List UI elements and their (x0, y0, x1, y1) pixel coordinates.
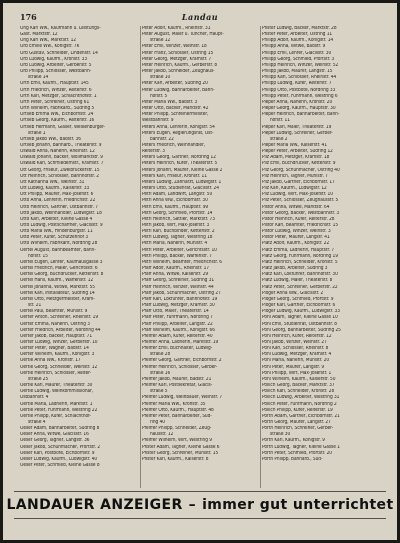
directory-entry: Petri Adam, Landwirt, Langstr. 50 (142, 192, 213, 198)
directory-entry: Pilz Georg, Schuhmacher, Ostring 40 (262, 167, 340, 173)
directory-entry: Pfeiffer Maria Ww., Kronstr. 35 (142, 401, 206, 407)
directory-entry: Ott Georg, Friseur, Zweibrückerstr. 15 (20, 167, 100, 173)
directory-column-3 (262, 26, 382, 492)
directory-entry: Oswald Karl, Schmiedemstr., Kramstr. 7 (20, 161, 104, 167)
directory-entry: Peter Jakob, Schneider, Zeughaus- (142, 69, 215, 75)
directory-entry: Pohl Ludwig, Metzger, Kramstr. 4 (262, 352, 332, 358)
directory-entry: Petri Philipp, Bäcker, Waffenstr. 7 (142, 253, 212, 259)
directory-entry: Petri Heinrich, Sattler, Marktstr. 73 (142, 216, 215, 222)
directory-entry: Pfaff Philipp, Arbeiter, Langstr. 22 (142, 321, 213, 327)
directory-entry: Pfeiffer Karl, Postsekretär, Glacis- (142, 383, 213, 389)
directory-entry: Pfeiffer Anna, Ladnerin, Marktstr. 19 (142, 339, 219, 345)
directory-entry: Orb Gustav, Schneider, Lindenstr. 14 (20, 50, 98, 56)
directory-entry: ring 40 (150, 420, 165, 425)
directory-entry: Pfister Adam, Tagner, Kleine Gasse 6 (142, 444, 220, 450)
ad-dash: – (188, 497, 197, 513)
directory-entry: Philipp Ludwig, Küfer, Reiterstr. 7 (262, 81, 332, 87)
directory-entry: Pfeiffer Peter, Bahnarbeiter, Süd- (142, 413, 212, 419)
directory-entry: straße 2 (270, 136, 288, 142)
directory-entry: Porth Heinrich, Schreiner, Gerber- (262, 426, 334, 432)
directory-entry: Philipp Karl, Schlosser, Rheinstr. 44 (262, 75, 337, 81)
directory-entry: Pfister Georg, Schreiner, Mühlstr. 15 (142, 450, 219, 456)
directory-entry: Oeser Adam, Bahnarbeiter, Südring 8 (20, 426, 100, 432)
directory-entry: Pistor Anna, Witwe, Marktstr. 64 (262, 204, 330, 210)
directory-entry: Pfeiffer Ludwig, Weinbauer, Weinstr. 7 (142, 395, 223, 401)
directory-entry: Oertle Georg, Schneider, Weinstr. 12 (20, 364, 98, 370)
directory-entry: Gast. Marktstr. 12 (20, 32, 58, 38)
directory-entry: Pieper Georg, Kaufm., Hauptstr. 30 (262, 106, 336, 112)
directory-entry: Pilz Adam, Metzger, Kramstr. 18 (262, 155, 330, 161)
directory-entry: Porth Georg, Maurer, Langstr. 27 (262, 420, 331, 425)
directory-entry: Pfaff Wilhelm, Kaufm., Königstr. 66 (142, 327, 215, 333)
directory-entry: Peters Anna, Lehrerin, Königstr. 54 (142, 124, 215, 130)
directory-entry: Pfeiffer Wilhelm, Wirt, Westring 9 (142, 438, 212, 444)
directory-entry: Pfaff Peter, Fuhrmann, Nordring 7 (142, 315, 213, 321)
directory-entry: Porth Philipp, Bahnarb., Süd- (262, 456, 323, 462)
directory-entry: Oertel Hans, Kaufm., Waffenstr. 12 (20, 278, 94, 284)
directory-entry: Oswald Johann, Bäcker, Wollmarktstr. 9 (20, 155, 103, 161)
directory-entry: Oertle Heinrich, Schlosser, Reiter- (20, 370, 92, 376)
directory-entry: Pfaff Jakob, Schuhmacher, Ostring 27 (142, 290, 221, 296)
directory-entry: Oeser Anna, Witwe, Glacisstr. 16 (20, 432, 89, 438)
directory-entry: Petri Maria, Näherin, Mühlstr. 4 (142, 241, 208, 247)
directory-entry: Peter Adolf, Kaufm., Rheinstr. 31 (142, 26, 211, 31)
directory-entry: Peters Heinrich, Küfer, Theaterstr. 5 (142, 161, 218, 167)
directory-entry: Pollich Georg, Bäcker, Marktstr. 37 (262, 383, 335, 389)
directory-entry: Ortlieb Jakob Ww., Badstr. 36 (20, 136, 81, 142)
directory-entry: Pilz Jakob, Gärtner, Eichbornstr. 17 (262, 179, 335, 185)
directory-entry: Otto Anna, Lehrerin, Friedrichstr. 22 (20, 198, 96, 204)
directory-entry: Oertle Peter, Fuhrmann, Westring 22 (20, 407, 98, 413)
directory-entry: Oerter Emma, Näherin, Ostring 3 (20, 321, 90, 327)
directory-entry: Orth Emil, Kaufm., Hauptstr. 145 (20, 81, 89, 87)
directory-entry: Porth Karl, Kaufm., Königstr. 9 (262, 438, 325, 444)
directory-entry: Oertel August, Bahnbeamter, Bahn- (20, 247, 96, 253)
directory-entry: Petri Jakob, Wirt, Max-Josefstr. 3 (142, 223, 210, 228)
directory-entry: Otto Heinrich, Gärtner, Ostbahnstr. 7 (20, 204, 98, 210)
directory-entry: Porth Adam, Gärtner, Eichbornstr. 21 (262, 413, 340, 419)
directory-entry: Pilz Peter, Schlosser, Zeughausstr. 5 (262, 198, 339, 204)
directory-entry: Pfeiffer Otto, Kaufm., Hauptstr. 48 (142, 407, 214, 413)
directory-entry: straße 14 (28, 75, 49, 81)
directory-entry: Oertel Georg, Buchdrucker, Kettenstr. 8 (20, 272, 104, 278)
directory-entry: Pfaff Heinrich, Winzer, Weinstr. 44 (142, 284, 214, 290)
directory-column-1 (20, 26, 140, 492)
directory-entry: Pfeiffer Emil, Buchhalter, Ludwig- (142, 346, 213, 352)
directory-entry: Platz Karl, Lokführer, Bahnhofstr. 30 (262, 272, 338, 278)
directory-entry: Pollich Peter, Fuhrmann, Nordring 2 (262, 401, 337, 407)
directory-entry: Peter Philipp, Schreinermeister, (142, 112, 209, 118)
directory-entry: Plöger Anna Ww., Glacisstr. 2 (262, 290, 324, 296)
directory-entry: Pistor Ludwig, Winzer, Weinstr. 3 (262, 229, 331, 235)
directory-entry: Philipp Emil, Lehrer, Glacisstr. 30 (262, 50, 332, 56)
directory-entry: Pistor Georg, Bäcker, Westbahnstr. 3 (262, 210, 340, 216)
directory-entry: Oerter Friedrich, Arbeiter, Nordring 44 (20, 327, 101, 333)
directory-entry: hofstr. 11 (270, 118, 290, 124)
directory-entry: Platz Peter, Schreiner, Gerberstr. 22 (262, 284, 338, 290)
directory-entry: Pistor Karl, Beamter, Friedrichstr. 15 (262, 223, 339, 228)
directory-entry: Oerter Anton, Schreiner, Rheinstr. 19 (20, 315, 99, 321)
directory-entry: Otto Wilhelm, Fabrikant, Nordring 28 (20, 241, 98, 247)
directory-entry: Ong Karl Ww., Marktstr. 12 (20, 38, 76, 44)
directory-entry: Ong Karl Ww., Kaufmann u. Leistungs- (20, 26, 101, 31)
directory-entry: Pfaff Karl, Lokführer, Bahnhofstr. 19 (142, 296, 218, 302)
directory-entry: Pohl Georg, Bahnarbeiter, Südring 25 (262, 327, 341, 333)
directory-entry: Pohl Maria, Näherin, Mühlstr. 20 (262, 358, 330, 364)
directory-entry: straße 5 (150, 389, 168, 395)
directory-entry: Westbahnstr. 9 (142, 118, 174, 124)
directory-entry: Pfaff Otto, Maler, Theaterstr. 14 (142, 309, 209, 315)
directory-entry: Oeser Karl, Postbote, Eichbornstr. 9 (20, 450, 95, 456)
directory-entry: Orb Ludwig, Kaufm., Kronstr. 33 (20, 56, 88, 62)
directory-entry: Pohl Jakob, Winzer, Weinstr. 27 (262, 339, 327, 345)
directory-entry: Peter Emil, Winzer, Weinstr. 18 (142, 44, 207, 50)
ad-slogan: immer gut unterrichtet (202, 497, 394, 513)
directory-entry: Oeser Peter, Schmied, Kleine Gasse 8 (20, 463, 100, 469)
directory-entry: Plöger Georg, Schmied, Pfortstr. 9 (262, 296, 334, 302)
directory-entry: Pieper Maria Ww., Kaiserstr. 41 (262, 142, 327, 148)
directory-entry: Pfeiffer Jakob, Maurer, Badstr. 21 (142, 376, 212, 382)
directory-entry: Oeser Jakob, Schuhmacher, Pfortstr. 2 (20, 444, 101, 450)
directory-entry: Platz Adolf, Kaufm., Königstr. 22 (262, 241, 330, 247)
directory-entry: Oertle Ludwig, Weinkommissionär, (20, 389, 94, 395)
directory-entry: Ortlieb Hermann, Glaser, Weißenburger- (20, 124, 105, 130)
directory-entry: str. 21 (28, 303, 42, 309)
directory-entry: Oertel Otto, Metzgermeister, Kram- (20, 296, 95, 302)
directory-entry: Pieper Anna, Näherin, Kronstr. 20 (262, 99, 333, 105)
directory-entry: Pilz Karl, Kaufm., Ludwigstr. 12 (262, 186, 327, 192)
directory-entry: Oertel Eugen, Lehrer, Kaufhausgasse 3 (20, 259, 103, 265)
directory-entry: Pfaff Ludwig, Metzger, Kramstr. 30 (142, 303, 215, 309)
directory-entry: Petri Emil, Kaufm., Hauptstr. 99 (142, 204, 209, 210)
directory-entry: Peter Maria Ww., Badstr. 3 (142, 99, 198, 105)
directory-entry: straße 30 (270, 432, 291, 438)
directory-entry: Peters Ludwig, Zahnarzt, Ludwigstr. 1 (142, 179, 222, 185)
directory-entry: Peter Otto, Bäcker, Marktstr. 42 (142, 106, 209, 112)
directory-entry: Pohl Adam, Tagner, Kleine Gasse 10 (262, 315, 338, 321)
directory-entry: Pfeiffer Adam, Küfer, Reiterstr. 40 (142, 333, 213, 339)
directory-entry: Pieper Karl, Maler, Theaterstr. 19 (262, 124, 332, 130)
directory-entry: Otto Maria Ww., Hindenburgstr. 11 (20, 229, 93, 235)
directory-entry: Porth Ludwig, Tagner, Kleine Gasse 1 (262, 444, 340, 450)
directory-entry: Pistor Heinrich, Küfer, Reiterstr. 28 (262, 216, 335, 222)
directory-entry: Oertel Johanna, Witwe, Marktstr. 55 (20, 284, 95, 290)
directory-entry: Oswald Anna, Näherin, Rheinstr. 12 (20, 149, 95, 155)
directory-entry: Peter Ludwig, Bahnarbeiter, Bahn- (142, 87, 215, 93)
directory-entry: Pfister Karl, Kaufm., Kaiserstr. 8 (142, 456, 209, 462)
directory-column-2 (142, 26, 262, 492)
directory-entry: Platz Georg, Fuhrmann, Nordring 19 (262, 253, 338, 259)
directory-entry: Oertle Karl, Maurer, Theaterstr. 30 (20, 383, 93, 389)
directory-entry: Peter Heinrich, Kaufm., Gerberstr. 8 (142, 62, 218, 68)
directory-entry: straße 16 (150, 370, 171, 376)
directory-entry: Platz Ludwig, Maler, Theaterstr. 8 (262, 278, 333, 284)
directory-entry: straße 12 (150, 38, 171, 44)
directory-entry: Pfaff Anna, Witwe, Kaiserstr. 29 (142, 272, 209, 278)
page-number: 176 (20, 12, 37, 22)
directory-entry: Pieper Peter, Arbeiter, Südring 12 (262, 149, 333, 155)
directory-entry: Philipp Georg, Schmied, Pfortstr. 3 (262, 56, 335, 62)
directory-entry: Philipp Heinrich, Winzer, Weinstr. 52 (262, 62, 339, 68)
directory-entry: Ortlieb Emma Ww., Eichbornstr. 24 (20, 112, 94, 118)
directory-entry: Pilz Heinrich, Tagner, Mühlstr. 7 (262, 173, 328, 179)
directory-entry: Philipp Peter, Fuhrmann, Westring 6 (262, 93, 338, 99)
directory-entry: Platz Heinrich, Schneider, Kronstr. 5 (262, 259, 338, 265)
directory-entry: Philipp Jakob, Maurer, Langstr. 15 (262, 69, 333, 75)
directory-entry: Ott Heinrich, Schlosser, Bahnhofstr. 2 (20, 173, 99, 179)
directory-entry: Reiterstr. 3 (142, 149, 165, 155)
directory-entry: Ortlieb Georg, Kaufm., Reiterstr. 16 (20, 118, 95, 124)
directory-entry: Philipp Adolf, Kaufm., Königstr. 14 (262, 38, 334, 44)
directory-entry: Oertel Karl, Installateur, Südring 14 (20, 290, 95, 296)
directory-entry: Orb Philipp, Schlosser, Westbahn- (20, 69, 92, 75)
directory-entry: Pfeiffer Georg, Gärtner, Eichbornstr. 2 (142, 358, 222, 364)
directory-entry: Oeser Georg, Tagner, Langstr. 36 (20, 438, 90, 444)
directory-entry: Pfister Ludwig, Bäcker, Marktstr. 28 (262, 26, 337, 31)
directory-entry: Ott Ludwig, Kaufm., Kaiserstr. 33 (20, 186, 90, 192)
directory-entry: Orb Ludwig, Arbeiter, Gerberstr. 5 (20, 62, 92, 68)
directory-entry: Peters Otto, Studienrat, Glacisstr. 24 (142, 186, 219, 192)
directory-entry: Petri Anna Ww., Eichbornstr. 30 (142, 198, 208, 204)
page-title: Landau (181, 12, 219, 22)
directory-entry: Oerter Ludwig, Winzer, Gerberstr. 10 (20, 339, 98, 345)
directory-entry: bahnstr. 22 (150, 136, 174, 142)
directory-entry: Oertle Philipp, Küfer, Schlachthof- (20, 413, 91, 419)
directory-entry: Platz Emma, Ladnerin, Hauptstr. 7 (262, 247, 335, 253)
directory-entry: Pohl Karl, Schlosser, Rheinstr. 8 (262, 346, 329, 352)
directory-entry: Peters Johann, Maurer, Kleine Gasse 2 (142, 167, 223, 173)
directory-entry: Pohl Peter, Maurer, Langstr. 9 (262, 364, 325, 370)
directory-entry: Oerter Wilhelm, Kaufm., Königstr. 3 (20, 352, 95, 358)
directory-entry: Ott Philipp, Maurer, Max-Josefstr. 6 (20, 192, 94, 198)
directory-entry: Pfister Peter, Arbeiter, Ostring 11 (262, 32, 333, 38)
directory-entry: Petri Ludwig, Tagner, Westring 18 (142, 235, 213, 241)
directory-entry: Pollich Karl, Schneider, Kronstr. 28 (262, 389, 335, 395)
directory-entry: Peters Friedrich, Weinhändler, (142, 142, 206, 148)
directory-entry: Ortlieb Johann, Bahnarb., Theaterstr. 9 (20, 142, 102, 148)
directory-entry: hausstr. 12 (150, 432, 174, 438)
directory-entry: Petri Wilhelm, Beamter, Friedrichstr. 6 (142, 259, 222, 265)
directory-entry: Ott Katharina Ww., Weinstr. 31 (20, 179, 85, 185)
directory-entry: Peter August, Maler u. Tüncher, Haupt- (142, 32, 224, 38)
directory-entry: Pfaff Adolf, Kaufm., Rheinstr. 17 (142, 266, 210, 272)
directory-entry: Pohl Heinrich, Küfer, Reiterstr. 12 (262, 333, 332, 339)
ad-rule-top (14, 491, 386, 492)
directory-entry: Ostbahnstr. 4 (20, 395, 49, 401)
column-divider (140, 26, 141, 488)
directory-entry: Petri Karl, Buchbinder, Kettenstr. 2 (142, 229, 215, 235)
directory-entry: Pohl Wilhelm, Kaufm., Kaiserstr. 50 (262, 376, 336, 382)
ad-brand: LANDAUER ANZEIGER (6, 497, 183, 513)
directory-entry: Peter Karl, Arbeiter, Südring 20 (142, 81, 208, 87)
directory-entry: Pohl Emil, Studienrat, Ostbahnstr. 8 (262, 321, 337, 327)
directory-entry: Pfaff Georg, Schreiner, Südring 31 (142, 278, 215, 284)
advertisement-banner (6, 494, 394, 516)
directory-entry: Peters Eugen, Regierungsrat, Ost- (142, 130, 214, 136)
directory-entry: straße 25 (28, 376, 49, 382)
directory-entry: Platz Jakob, Arbeiter, Südring 3 (262, 266, 328, 272)
directory-entry: Pollich Philipp, Küfer, Reiterstr. 19 (262, 407, 333, 413)
directory-entry: Petri Peter, Arbeiter, Gerichtsstr. 10 (142, 247, 217, 253)
ad-rule-bottom (14, 518, 386, 519)
directory-entry: Otto Jakob, Weinhändler, Ludwigstr. 18 (20, 210, 102, 216)
page-header (20, 12, 380, 24)
directory-entry: hofstr. 5 (150, 93, 168, 99)
directory-entry: straße 28 (150, 352, 171, 358)
directory-entry: Pistor Peter, Maurer, Langstr. 41 (262, 235, 330, 241)
directory-entry: Orth Karl, Metzger, Schlachthofstr. 1 (20, 93, 97, 99)
directory-entry: Philipp Anna, Witwe, Badstr. 9 (262, 44, 326, 50)
directory-entry: Pieper Ludwig, Schreiner, Gerber- (262, 130, 333, 136)
directory-entry: Orth Peter, Schreiner, Ostring 61 (20, 99, 90, 105)
directory-entry: Orb Emilie Ww., Königstr. 76 (20, 44, 80, 50)
directory-entry: Oertle Maria, Ladnerin, Marktstr. 1 (20, 401, 93, 407)
directory-entry: Oertel Friedrich, Maler, Gerichtsstr. 6 (20, 266, 98, 272)
directory-entry: Otto Ludwig, Postschaffner, Glacisstr. 9 (20, 223, 103, 228)
directory-entry: Pollich Ludwig, Arbeiter, Westring 31 (262, 395, 340, 401)
directory-entry: straße 10 (150, 75, 171, 81)
directory-entry: Pilz Ludwig, Wirt, Max-Josefstr. 10 (262, 192, 333, 198)
directory-entry: Plöger Ludwig, Kaufm., Ludwigstr. 33 (262, 309, 340, 315)
directory-entry: Peters Georg, Gärtner, Nordring 12 (142, 155, 216, 161)
directory-entry: Petri Georg, Schmied, Pfortstr. 14 (142, 210, 213, 216)
directory-entry: Peters Karl, Friseur, Kronstr. 11 (142, 173, 207, 179)
directory-entry: Oerter Jakob, Bäcker, Hauptstr. 71 (20, 333, 93, 339)
directory-entry: straße 1 (28, 130, 46, 136)
directory-entry: Orth Wilhelm, Fabrikarb., Südring 5 (20, 106, 95, 112)
directory-entry: Philipp Otto, Postbote, Nordring 33 (262, 87, 336, 93)
directory-entry: straße 4 (28, 420, 46, 425)
directory-entry: Oerter Peter, Wagner, Badstr. 14 (20, 346, 89, 352)
directory-entry: Oertel Paul, Beamter, Mühlstr. 9 (20, 309, 88, 315)
directory-entry: Plöger Karl, Gärtner, Eichbornstr. 6 (262, 303, 336, 309)
directory-entry: Pilz Emil, Buchdrucker, Kettenstr. 9 (262, 161, 336, 167)
directory-entry: Peter Georg, Metzger, Kramstr. 7 (142, 56, 212, 62)
directory-entry: Orth Friedrich, Winzer, Reiterstr. 6 (20, 87, 92, 93)
directory-entry: Pohl Philipp, Wirt, Max-Josefstr. 1 (262, 370, 332, 376)
directory-entry: Porth Peter, Schmied, Pfortstr. 20 (262, 450, 333, 456)
directory-entry: Oertle Anna Ww., Kronstr. 17 (20, 358, 81, 364)
directory-entry: Pfeiffer Heinrich, Schlosser, Gerber- (142, 364, 218, 370)
directory-entry: Peter Franz, Schlosser, Ostring 15 (142, 50, 214, 56)
directory-entry: Oeser Ludwig, Kaufm., Ludwigstr. 40 (20, 456, 98, 462)
directory-entry: hofstr. 15 (28, 253, 48, 259)
directory-entry: Otto Karl, Arbeiter, Kleine Gasse 4 (20, 216, 93, 222)
directory-entry: Otto Peter, Küfer, Schützenhof 3 (20, 235, 89, 241)
directory-entry: Pieper Heinrich, Bahnarbeiter, Bahn- (262, 112, 340, 118)
directory-entry: Pfeiffer Philipp, Schneider, Zeug- (142, 426, 212, 432)
